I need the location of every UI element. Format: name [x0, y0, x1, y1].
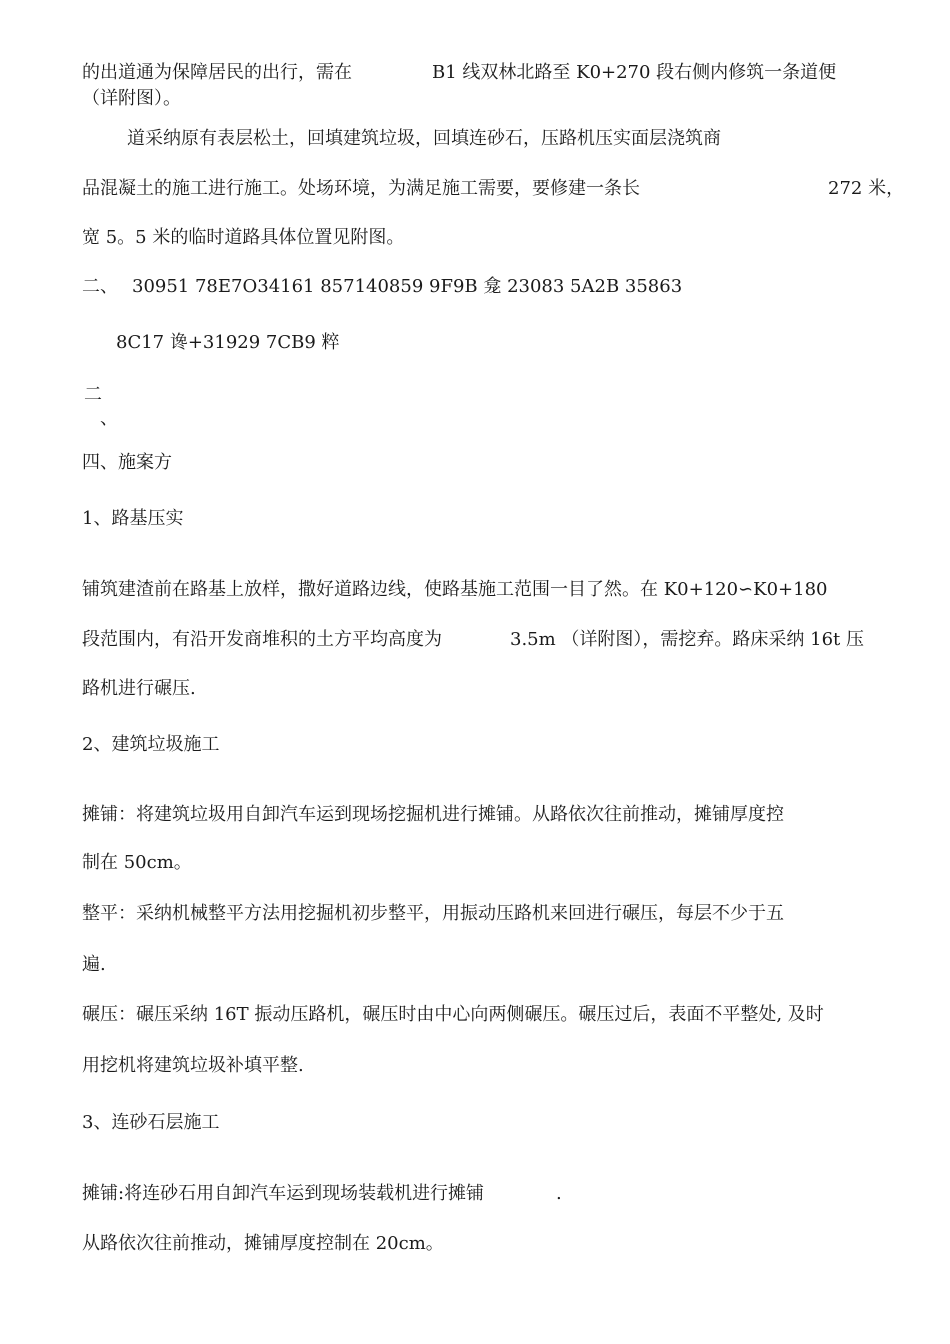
subsection-1-line-2b — [510, 629, 864, 651]
subsection-2-heading — [82, 734, 219, 756]
paragraph-2-line-2 — [82, 178, 640, 200]
paragraph-2-line-1 — [127, 128, 721, 150]
subsection-2-line-3 — [82, 903, 784, 925]
subsection-1-line-2 — [82, 629, 442, 651]
subsection-3-heading — [82, 1112, 219, 1134]
subsection-1-line-3 — [82, 678, 196, 700]
subsection-3-line-2 — [82, 1233, 444, 1255]
subsection-2-line-2 — [82, 852, 192, 874]
subsection-3-text-1b: . — [556, 1183, 562, 1204]
garbled-text-2: 8C17 谗+31929 7CB9 粹 — [116, 332, 340, 353]
subsection-1-line-1 — [82, 579, 827, 601]
subsection-3-title: 3、连砂石层施工 — [82, 1112, 220, 1133]
garbled-line-2 — [116, 332, 340, 354]
subsection-3-text-2: 从路依次往前推动，摊铺厚度控制在 20cm。 — [82, 1233, 444, 1254]
subsection-3-line-1 — [82, 1183, 484, 1205]
stray-char-2 — [100, 408, 118, 430]
subsection-2-line-6 — [82, 1055, 304, 1077]
subsection-1-title: 1、路基压实 — [82, 508, 184, 529]
section-4-title: 四、施案方 — [82, 452, 172, 473]
intro-line-1 — [82, 62, 352, 84]
paragraph-2-line-3 — [82, 227, 404, 249]
paragraph-2-text-c: 宽 5。5 米的临时道路具体位置见附图。 — [82, 227, 405, 248]
subsection-2-text-2: 制在 50cm。 — [82, 852, 192, 873]
subsection-2-text-3: 整平：采纳机械整平方法用挖掘机初步整平，用振动压路机来回进行碾压，每层不少于五 — [82, 903, 784, 924]
subsection-2-line-4 — [82, 954, 106, 976]
intro-text-a: 的出道通为保障居民的出行，需在 — [82, 62, 352, 83]
stray-char-1 — [84, 384, 102, 406]
subsection-1-text-3: 路机进行碾压. — [82, 678, 196, 699]
section-4-heading — [82, 452, 172, 474]
subsection-3-text-1a: 摊铺:将连砂石用自卸汽车运到现场装载机进行摊铺 — [82, 1183, 485, 1204]
subsection-2-text-5: 碾压：碾压采纳 16T 振动压路机，碾压时由中心向两侧碾压。碾压过后，表面不平整处, 及时 — [82, 1004, 824, 1025]
subsection-2-text-4: 遍. — [82, 954, 106, 975]
intro-text-c: （详附图）。 — [82, 88, 181, 109]
stray-text-1: 二 — [84, 384, 102, 405]
subsection-3-line-1b — [556, 1183, 562, 1205]
intro-text-b: B1 线双林北路至 K0+270 段右侧内修筑一条道便 — [432, 62, 837, 83]
subsection-2-line-1 — [82, 804, 784, 826]
subsection-1-heading — [82, 508, 183, 530]
stray-text-2: 、 — [100, 408, 118, 429]
subsection-2-text-6: 用挖机将建筑垃圾补填平整. — [82, 1055, 304, 1076]
garbled-heading — [82, 276, 118, 298]
paragraph-2-length — [828, 178, 904, 200]
subsection-1-text-1: 铺筑建渣前在路基上放样，撒好道路边线，使路基施工范围一目了然。在 K0+120∽K0+180 — [82, 579, 828, 600]
subsection-1-text-2b: 3.5m （详附图），需挖弃。路床采纳 16t 压 — [510, 629, 864, 650]
garbled-marker: 二、 — [82, 276, 118, 297]
paragraph-2-text-a: 道采纳原有表层松土，回填建筑垃圾，回填连砂石，压路机压实面层浇筑商 — [127, 128, 721, 149]
garbled-line-1 — [132, 276, 682, 298]
intro-line-2 — [82, 88, 181, 110]
intro-line-1b — [432, 62, 836, 84]
subsection-2-line-5 — [82, 1004, 824, 1026]
paragraph-2-text-b: 品混凝土的施工进行施工。处场环境，为满足施工需要，要修建一条长 — [82, 178, 640, 199]
paragraph-2-length-value: 272 米， — [828, 178, 905, 199]
subsection-1-text-2a: 段范围内，有沿开发商堆积的土方平均高度为 — [82, 629, 442, 650]
garbled-text-1: 30951 78E7O34161 857140859 9F9B 龛 23083 5A2B 35863 — [132, 276, 683, 297]
subsection-2-title: 2、建筑垃圾施工 — [82, 734, 220, 755]
subsection-2-text-1: 摊铺：将建筑垃圾用自卸汽车运到现场挖掘机进行摊铺。从路依次往前推动，摊铺厚度控 — [82, 804, 784, 825]
